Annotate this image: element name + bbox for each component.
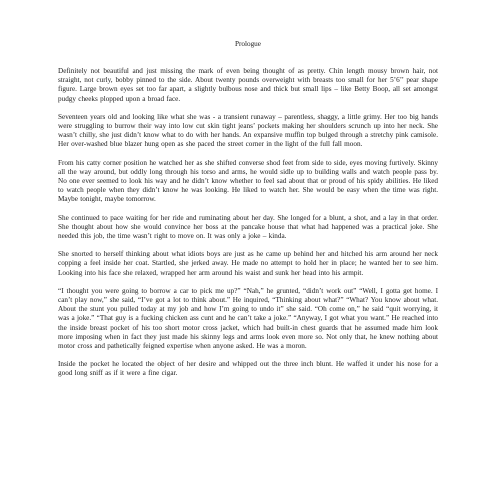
paragraph-7: Inside the pocket he located the object of her desire and whipped out the three inch blunt. He waffed it under his nose for a good long sniff as if it were a fine cigar. bbox=[58, 360, 438, 378]
paragraph-2: Seventeen years old and looking like what she was - a transient runaway – parentless, shaggy, a little grimy. Her too big hands were struggling to burrow their way into low cut skin tight jeans’ pockets making her shoulders scrunch up into her neck. She wasn’t chilly, she just didn’t know what to do with her hands. An expansive muffin top bulged through a stretchy pink camisole. Her over-washed blue blazer hung open as she paced the street corner in the light of the full fall moon. bbox=[58, 112, 438, 149]
paragraph-6: “I thought you were going to borrow a car to pick me up?” “Nah,” he grunted, “didn’t work out” “Well, I gotta get home. I can’t play now,” she said, “I’ve got a lot to think about.” He inquired, “Thinking about what?” “What? You know about what. About the stunt you pulled today at my job and how I’m going to undo it” she said. “Oh come on,” he said “quit worrying, it was a joke.” “That guy is a fucking chicken ass cunt and he can’t take a joke.” “Anyway, I got what you want.” He reached into the inside breast pocket of his too short motor cross jacket, which had built-in chest guards that he assumed made him look more imposing when in fact they just made his skinny legs and arms look even more so. Not only that, he knew nothing about motor cross and pathetically feigned expertise when anyone asked. He was a moron. bbox=[58, 286, 438, 351]
paragraph-5: She snorted to herself thinking about what idiots boys are just as he came up behind her and hitched his arm around her neck copping a feel inside her coat. Startled, she jerked away. He made no attempt to hold her in place; he wanted her to see him. Looking into his face she relaxed, wrapped her arm around his waist and sunk her head into his armpit. bbox=[58, 250, 438, 277]
page-title: Prologue bbox=[235, 40, 261, 48]
document-page bbox=[58, 40, 438, 388]
paragraph-4: She continued to pace waiting for her ride and ruminating about her day. She longed for a blunt, a shot, and a lay in that order. She thought about how she would convince her boss at the pancake house that what had happened was a practical joke. She needed this job, the time wasn’t right to move on. It was only a joke – kinda. bbox=[58, 213, 438, 241]
paragraph-3: From his catty corner position he watched her as she shifted converse shod feet from side to side, eyes moving furtively. Skinny all the way around, but oddly long through his torso and arms, he would sidle up to building walls and watch people pass by. No one ever seemed to look his way and he didn’t know whether to feel sad about that or proud of his spidy abilities. He liked to watch people when they didn’t know he was looking. He liked to watch her. She would be easy when the time was right. Maybe tonight, maybe tomorrow. bbox=[58, 158, 438, 204]
paragraph-1: Definitely not beautiful and just missing the mark of even being thought of as pretty. Chin length mousy brown hair, not straight, not curly, bobby pinned to the side. About twenty pounds overweight with breasts too small for her 5’6’’ pear shape figure. Large brown eyes set too far apart, a slightly bulbous nose and thick but small lips – like Betty Boop, all set amongst pudgy cheeks plopped upon a broad face. bbox=[58, 67, 438, 103]
